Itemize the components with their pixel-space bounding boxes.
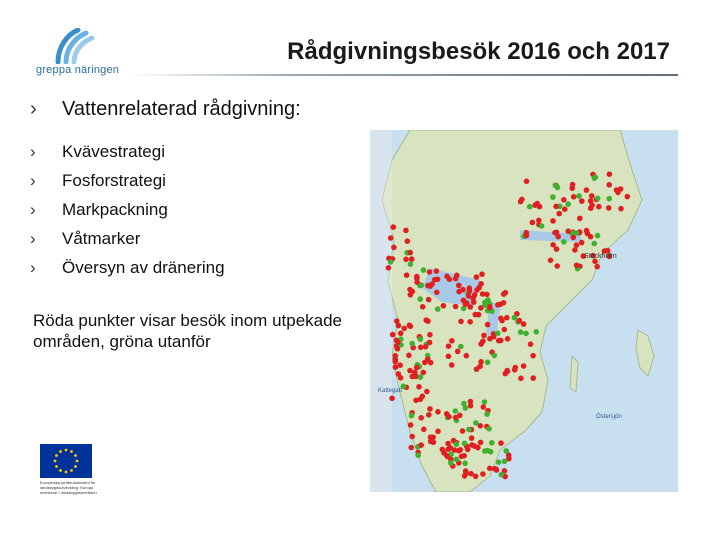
visit-dot [454,442,460,448]
visit-dot [414,279,420,285]
visit-dot [554,263,560,269]
visit-dot [524,233,530,239]
visit-dot [523,331,529,337]
visit-dot [395,346,401,352]
visit-dot [435,409,441,415]
visit-dot [480,471,486,477]
visit-dot [418,345,424,351]
visit-dot [456,283,462,289]
visit-dot [398,331,404,337]
visit-dot [427,269,433,275]
eu-star [70,450,73,453]
eu-star [55,465,58,468]
visit-dot [499,318,505,324]
visit-dot [459,454,465,460]
visit-dot [530,220,536,226]
visit-dot [434,268,440,274]
visit-dot [494,467,500,473]
bullet-main-text: Vattenrelaterad rådgivning: [62,98,301,120]
visit-dot [403,257,409,263]
bullet-item [30,137,370,166]
visit-dot [503,448,509,454]
bullet-item-text: Våtmarker [62,229,141,248]
oland-island [570,356,578,392]
visit-dot [550,242,556,248]
visit-dot [555,185,561,191]
visit-dot [534,201,540,207]
visit-dot [466,427,472,433]
visit-dot [453,276,459,282]
bullet-marker: › [30,171,36,190]
visit-dot [409,413,415,419]
bullet-item-text: Markpackning [62,200,168,219]
greppa-naringen-logo [36,28,146,78]
visit-dot [512,367,518,373]
visit-dot [396,323,402,329]
visit-dot [449,362,455,368]
map-border-shade [370,130,392,492]
visit-dot [418,442,424,448]
map-label-ostersjon: Östersjön [596,414,622,420]
visit-dot [485,360,491,366]
visit-dot [460,287,466,293]
visit-dot [489,440,495,446]
eu-stars-icon [40,444,92,478]
visit-dot [453,408,459,414]
visit-dot [446,354,452,360]
bullet-item [30,224,370,253]
visit-dot [418,415,424,421]
visit-dot [548,258,554,264]
visit-dot [577,216,583,222]
visit-dot [441,303,447,309]
visit-dot [408,445,414,451]
eu-star [59,469,62,472]
visit-dot [571,194,577,200]
map-graphic [370,130,678,492]
visit-dot [478,440,484,446]
visit-dot [455,349,461,355]
eu-fund-text: Europeiska jordbruksfonden för landsbygdsutveckling: Europa investerar i landsbygdsområden [40,480,97,495]
bullet-marker: › [30,142,36,161]
visit-dot [408,292,414,298]
visit-dot [534,329,540,335]
visit-dot [595,233,601,239]
visit-dot [478,281,484,287]
bullet-item [30,195,370,224]
visit-dot [498,440,504,446]
visit-dot [606,196,612,202]
visit-dot [462,441,468,447]
visit-dot [518,329,524,335]
visit-dot [472,292,478,298]
visit-dot [584,187,590,193]
logo-swoosh-icon [36,28,96,64]
eu-star [74,454,77,457]
visit-dot [512,315,518,321]
logo-text: greppa näringen [36,64,120,76]
visit-dot [552,230,558,236]
eu-star [59,450,62,453]
visit-dot [607,171,613,177]
eu-star [55,454,58,457]
visit-dot [409,341,415,347]
visit-dot [424,389,430,395]
visit-dot [485,448,491,454]
visit-dot [409,434,415,440]
visit-dot [484,292,490,298]
visit-dot [458,319,464,325]
visit-dot [412,370,418,376]
visit-dot [426,297,432,303]
visit-dot [556,211,562,217]
visit-dot [396,371,402,377]
visit-dot [446,343,452,349]
visit-dot [407,250,413,256]
visit-dot [444,453,450,459]
visit-dot [593,174,599,180]
visit-dot [464,353,470,359]
visit-dot [486,426,492,432]
visit-dot [473,420,479,426]
visit-dot [397,362,403,368]
title-divider [130,74,678,76]
eu-star [70,469,73,472]
visit-dot [408,261,414,267]
visit-dot [471,299,477,305]
visit-dot [503,290,509,296]
visit-dot [576,193,582,199]
visit-dot [499,472,505,478]
visit-dot [506,456,512,462]
bullet-main [30,98,370,121]
visit-dot [416,384,422,390]
visit-dot [393,357,399,363]
bullet-list [30,98,370,282]
visit-dot [434,290,440,296]
visit-dot [527,204,533,210]
visit-dot [596,204,602,210]
visit-dot [478,359,484,365]
visit-dot [391,245,397,251]
visit-dot [445,441,451,447]
visit-dot [460,428,466,434]
visit-dot [386,265,392,271]
visit-dot [565,201,571,207]
visit-dot [561,239,567,245]
visit-dot [491,334,497,340]
bullet-item-text: Kvävestrategi [62,142,165,161]
visit-dot [481,404,487,410]
bullet-marker: › [30,200,36,219]
visit-dot [403,228,409,234]
visit-dot [413,398,419,404]
visit-dot [414,365,420,371]
visit-dot [606,182,612,188]
bullet-item [30,166,370,195]
visit-dot [421,370,427,376]
visit-dot [425,357,431,363]
map-caption: Röda punkter visar besök inom utpekade områden, gröna utanför [33,311,343,351]
visit-dot [409,256,415,262]
visit-dot [407,287,413,293]
visit-dot [594,264,600,270]
visit-dot [518,199,524,205]
visit-dot [401,326,407,332]
visit-dot [427,406,433,412]
visit-dot [463,471,469,477]
visit-dot [453,304,459,310]
visit-dot [482,399,488,405]
visit-dot [579,240,585,246]
eu-star [65,471,68,474]
visit-dot [474,366,480,372]
visit-dot [496,459,502,465]
map-label-stockholm: Stockholm [584,253,617,260]
visit-dot [426,412,432,418]
visit-dot [530,353,536,359]
visit-dot [553,204,559,210]
visit-dot [465,447,471,453]
visit-dot [502,327,508,333]
visit-dot [481,333,487,339]
visit-dot [468,403,474,409]
visit-dot [467,288,473,294]
visit-dot [420,304,426,310]
visit-dot [428,439,434,445]
visit-dot [550,194,556,200]
eu-star [74,465,77,468]
visit-dot [408,422,414,428]
visit-dot [406,353,412,359]
visit-dot [589,193,595,199]
visit-dot [485,297,491,303]
visit-dot [565,228,571,234]
visit-dot [504,315,510,321]
visit-dot [505,336,511,342]
visit-dot [485,322,491,328]
visit-dot [588,234,594,240]
visit-dot [458,344,464,350]
visit-dot [562,206,568,212]
visit-dot [421,427,427,433]
visit-dot [618,206,624,212]
visit-dot [517,318,523,324]
visit-dot [444,411,450,417]
bullet-marker: › [30,98,37,120]
visit-dot [487,466,493,472]
visit-dot [469,435,475,441]
visit-dot [390,332,396,338]
visit-dot [572,247,578,253]
visit-dot [521,363,527,369]
visit-dot [423,317,429,323]
visit-dot [435,306,441,312]
visit-dot [415,453,421,459]
visit-dot [427,340,433,346]
visit-dot [391,224,397,230]
visit-dot [444,274,450,280]
visit-dot [530,375,536,381]
bullet-item-text: Fosforstrategi [62,171,166,190]
visit-dot [388,235,394,241]
visit-dot [614,187,620,193]
visit-dot [588,198,594,204]
visit-dot [501,300,507,306]
visit-dot [389,396,395,402]
slide-title: Rådgivningsbesök 2016 och 2017 [287,38,670,65]
visit-dot [539,223,545,229]
visit-dot [393,364,399,370]
visit-dot [521,321,527,327]
visit-dot [427,332,433,338]
eu-star [65,449,68,452]
visit-dot [579,198,585,204]
visit-dot [420,394,426,400]
visit-dot [449,338,455,344]
visit-dot [454,457,460,463]
visit-dot [550,218,556,224]
eu-star [76,460,79,463]
sweden-map [370,130,678,492]
visit-dot [468,471,474,477]
visit-dot [487,305,493,311]
visit-dot [492,353,498,359]
map-label-kattegatt: Kattegatt [378,388,403,394]
visit-dot [405,238,411,244]
visit-dot [461,401,467,407]
visit-dot [395,339,401,345]
bullet-marker: › [30,258,36,277]
visit-dot [475,445,481,451]
visit-dot [528,341,534,347]
visit-dot [478,341,484,347]
visit-dot [625,194,631,200]
visit-dot [473,312,479,318]
bullet-item [30,253,370,282]
visit-dot [464,300,470,306]
visit-dot [569,185,575,191]
visit-dot [404,272,410,278]
visit-dot [606,205,612,211]
visit-dot [561,197,567,203]
visit-dot [498,338,504,344]
visit-dot [474,287,480,293]
visit-dot [432,277,438,283]
visit-dot [574,242,580,248]
visit-dot [418,336,424,342]
visit-dot [418,374,424,380]
visit-dot [505,369,511,375]
visit-dot [407,368,413,374]
visit-dot [574,263,580,269]
visit-dot [457,413,463,419]
visit-dot [435,429,441,435]
visit-dot [456,448,462,454]
visit-dot [423,344,429,350]
visit-dot [421,267,427,273]
visit-dot [482,303,488,309]
visit-dot [484,411,490,417]
visit-dot [479,271,485,277]
visit-dot [445,446,451,452]
visit-dot [448,460,454,466]
visit-dot [524,179,530,185]
eu-star [54,460,57,463]
visit-dot [417,296,423,302]
visit-dot [595,196,601,202]
bullet-marker: › [30,229,36,248]
visit-dot [462,461,468,467]
eu-flag [40,444,92,478]
bullet-item-text: Översyn av dränering [62,258,225,277]
visit-dot [474,274,480,280]
visit-dot [407,323,413,329]
visit-dot [466,293,472,299]
visit-dot [571,235,577,241]
visit-dot [388,259,394,265]
eu-logo [40,444,97,495]
visit-dot [592,241,598,247]
visit-dot [467,319,473,325]
visit-dot [518,376,524,382]
visit-dot [469,442,475,448]
